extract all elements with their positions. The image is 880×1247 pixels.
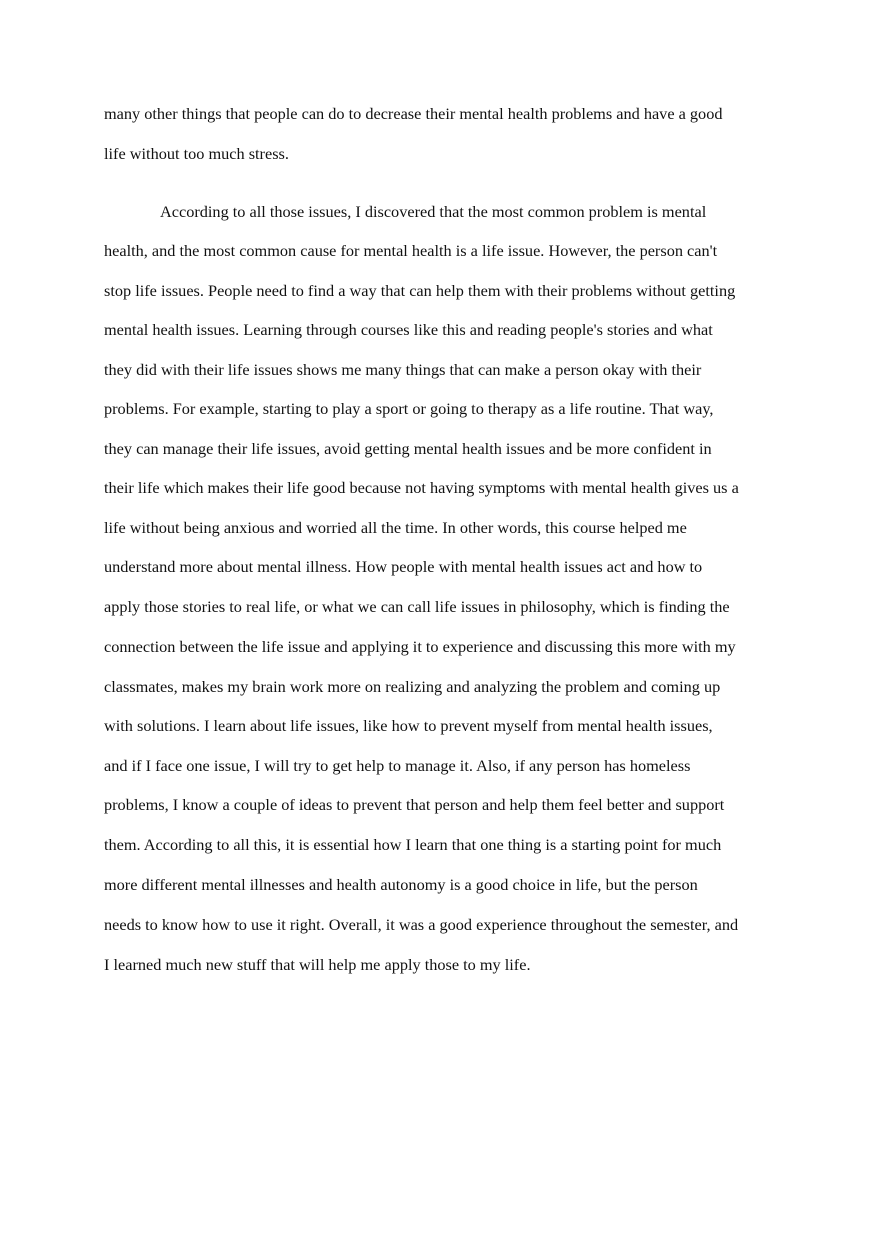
paragraph-2-line-7: they can manage their life issues, avoid getting mental health issues and be more confident in (104, 439, 712, 458)
paragraph-2-line-2: health, and the most common cause for mental health is a life issue. However, the person can't (104, 241, 718, 260)
paragraph-1-line-1: many other things that people can do to decrease their mental health problems and have a good (104, 104, 723, 123)
paragraph-2-line-15: and if I face one issue, I will try to get help to manage it. Also, if any person has homeless (104, 756, 691, 775)
paragraph-2-line-3: stop life issues. People need to find a way that can help them with their problems without getting (104, 281, 736, 300)
paragraph-2-line-19: needs to know how to use it right. Overall, it was a good experience throughout the semester, and (104, 915, 739, 934)
paragraph-2-line-11: apply those stories to real life, or what we can call life issues in philosophy, which is finding the (104, 597, 730, 616)
paragraph-2-line-8: their life which makes their life good because not having symptoms with mental health gives us a (104, 478, 739, 497)
paragraph-2-line-13: classmates, makes my brain work more on realizing and analyzing the problem and coming up (104, 677, 721, 696)
paragraph-2-line-1: According to all those issues, I discovered that the most common problem is mental (160, 202, 707, 221)
paragraph-2-line-4: mental health issues. Learning through courses like this and reading people's stories and what (104, 320, 713, 339)
paragraph-2-line-17: them. According to all this, it is essential how I learn that one thing is a starting point for much (104, 835, 722, 854)
paragraph-2-line-9: life without being anxious and worried all the time. In other words, this course helped me (104, 518, 687, 537)
paragraph-2-line-20: I learned much new stuff that will help me apply those to my life. (104, 955, 531, 974)
paragraph-2-line-10: understand more about mental illness. How people with mental health issues act and how to (104, 557, 703, 576)
paragraph-2-line-16: problems, I know a couple of ideas to prevent that person and help them feel better and support (104, 795, 725, 814)
paragraph-2-line-6: problems. For example, starting to play a sport or going to therapy as a life routine. That way, (104, 399, 714, 418)
paragraph-2-line-14: with solutions. I learn about life issues, like how to prevent myself from mental health issues, (104, 716, 713, 735)
paragraph-2-line-5: they did with their life issues shows me many things that can make a person okay with their (104, 360, 702, 379)
paragraph-1-line-2: life without too much stress. (104, 144, 289, 163)
paragraph-2-line-12: connection between the life issue and applying it to experience and discussing this more with my (104, 637, 736, 656)
paragraph-2-line-18: more different mental illnesses and health autonomy is a good choice in life, but the person (104, 875, 698, 894)
